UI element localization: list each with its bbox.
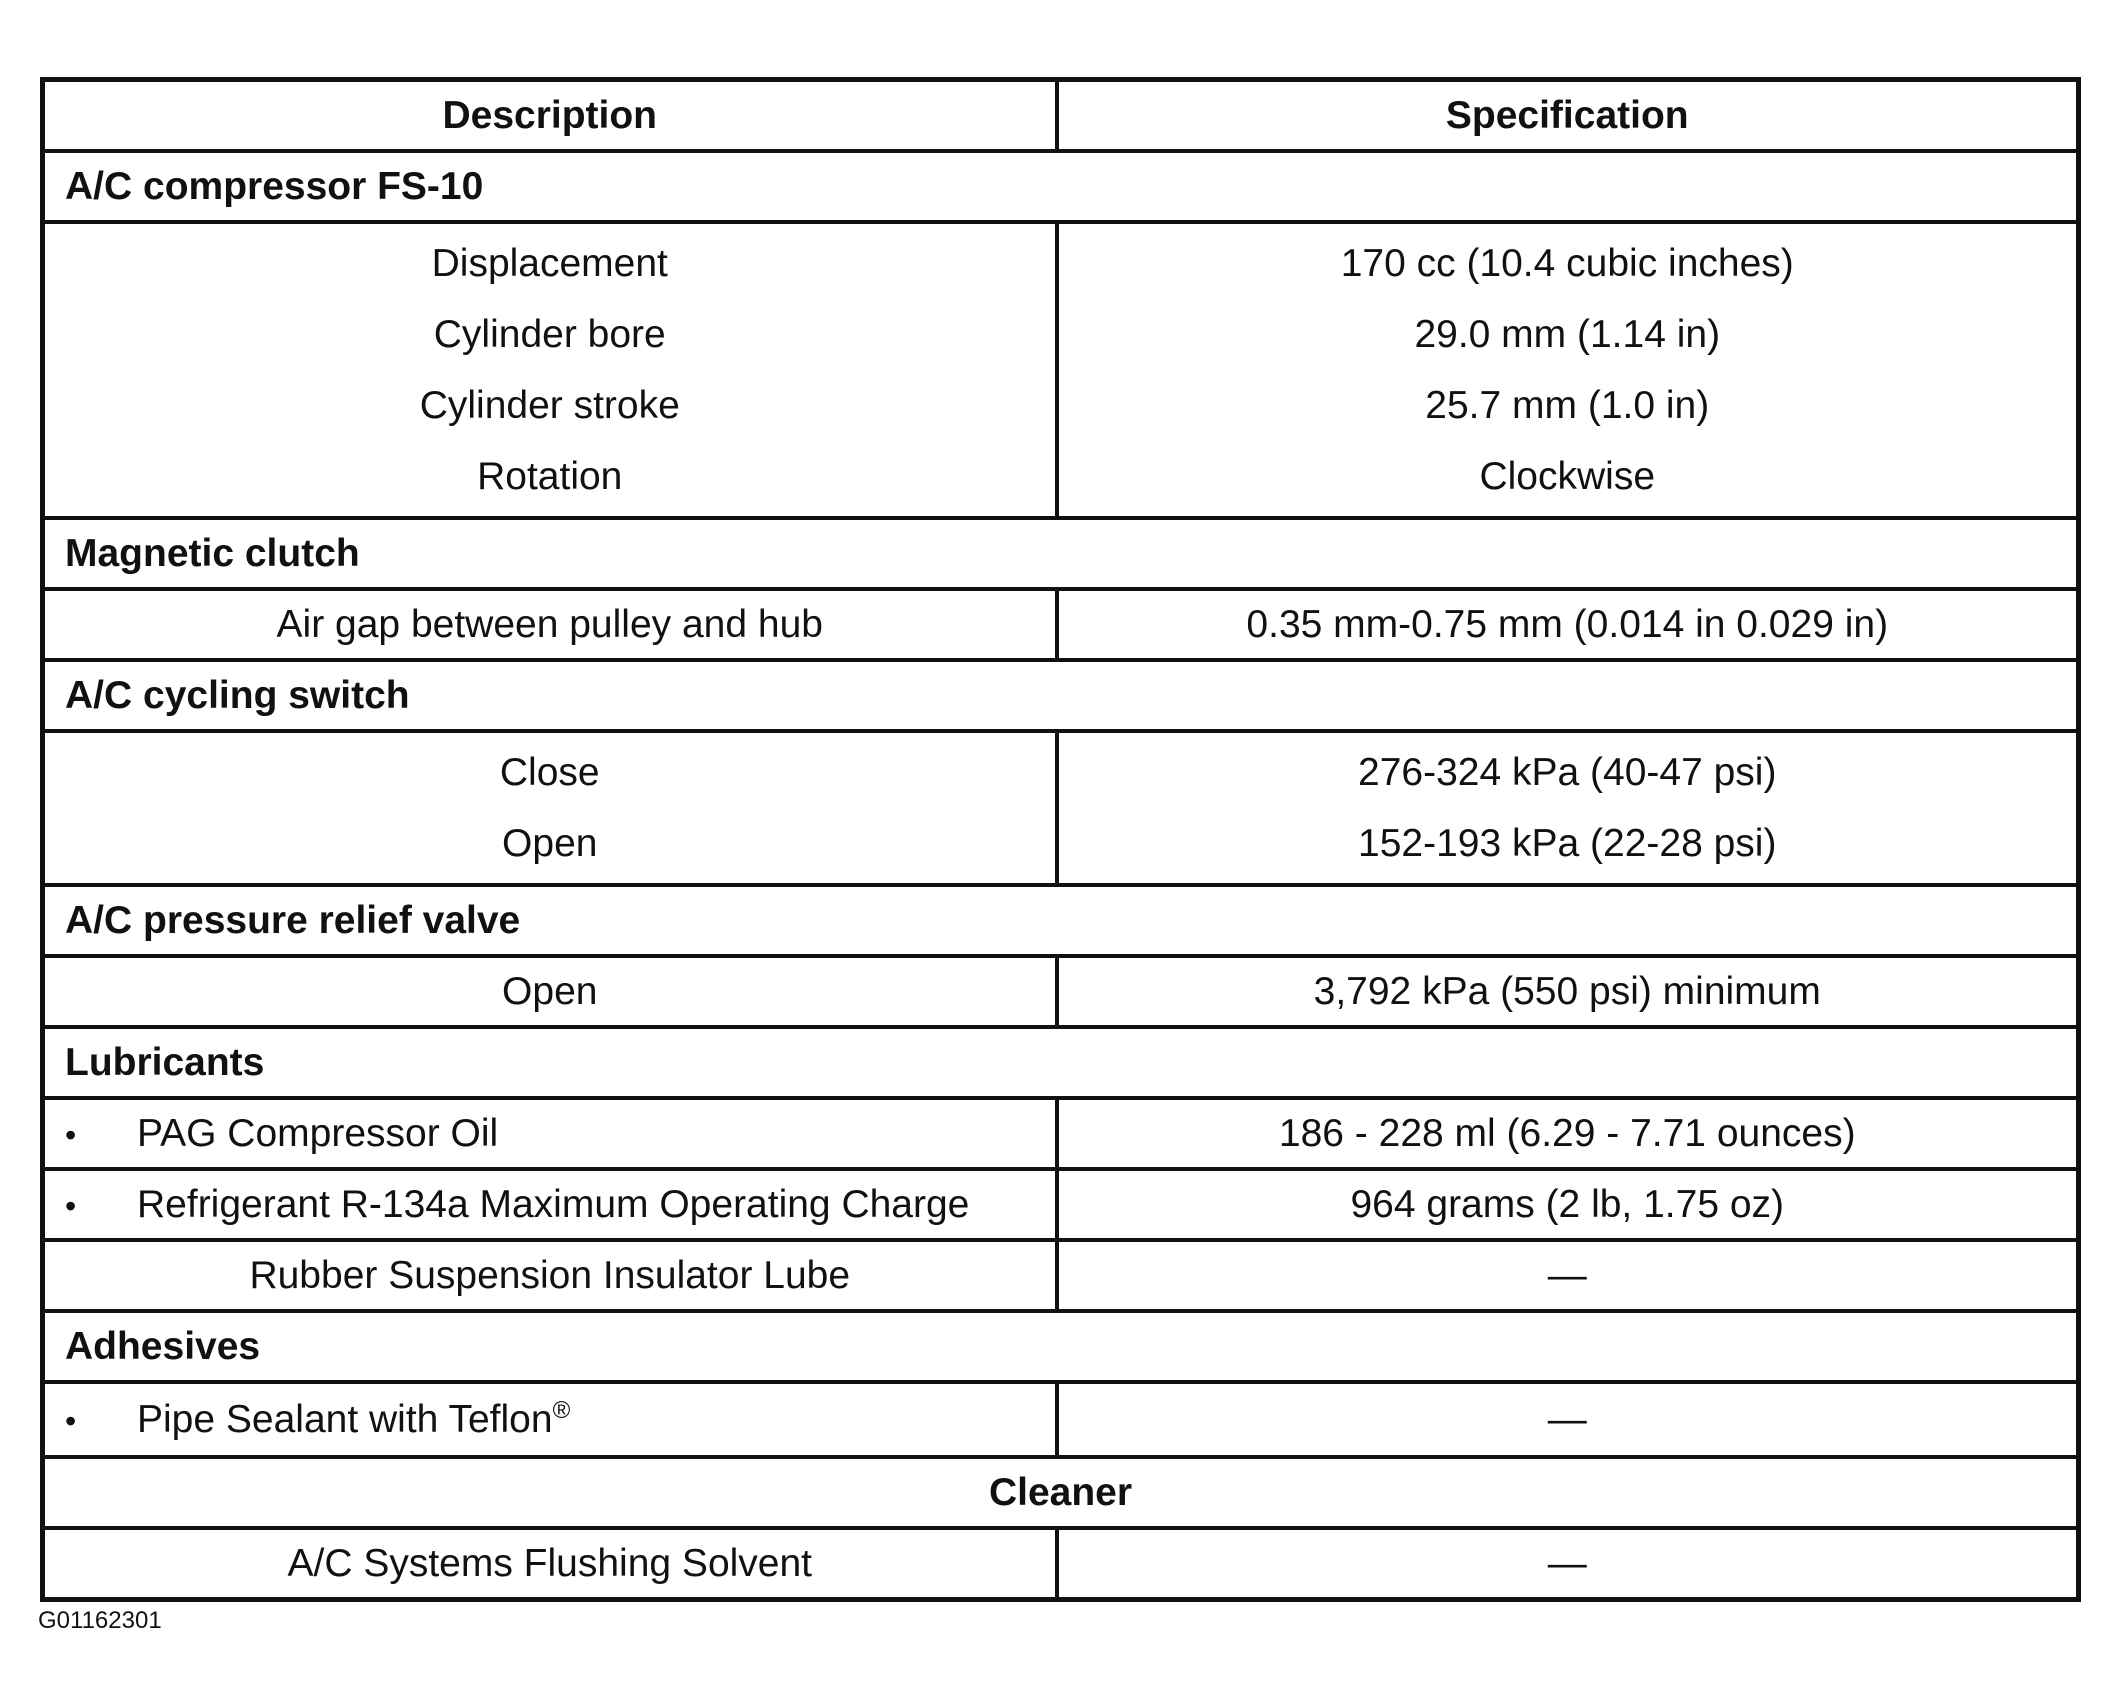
description-cell: Close — [499, 751, 600, 794]
section-cycling-switch — [43, 660, 2079, 731]
specification-cell: — — [1057, 1240, 2079, 1311]
description-cell: Displacement — [431, 242, 668, 285]
specification-cell: 3,792 kPa (550 psi) minimum — [1057, 956, 2079, 1027]
specification-cell: Clockwise — [1479, 455, 1656, 498]
specification-cell: 186 - 228 ml (6.29 - 7.71 ounces) — [1057, 1098, 2079, 1169]
specification-cell: 152-193 kPa (22-28 psi) — [1358, 822, 1777, 865]
specification-cell: 964 grams (2 lb, 1.75 oz) — [1057, 1169, 2079, 1240]
table-row — [43, 1382, 2079, 1457]
section-lubricants — [43, 1027, 2079, 1098]
table-row — [43, 589, 2079, 660]
specification-cell: — — [1057, 1528, 2079, 1600]
description-cell — [43, 1382, 1057, 1457]
specification-column-header: Specification — [1057, 80, 2079, 152]
section-title: Magnetic clutch — [43, 518, 2079, 589]
description-cell: Air gap between pulley and hub — [43, 589, 1057, 660]
table-row — [43, 1169, 2079, 1240]
item-label: Pipe Sealant with Teflon — [137, 1398, 553, 1441]
figure-code: G01162301 — [38, 1607, 162, 1634]
description-cell: Rotation — [477, 455, 623, 498]
section-title: A/C cycling switch — [43, 660, 2079, 731]
description-cell-group — [43, 222, 1057, 518]
description-cell: Open — [43, 956, 1057, 1027]
specification-cell-group — [1057, 731, 2079, 885]
description-cell: Open — [502, 822, 598, 865]
specification-cell: 276-324 kPa (40-47 psi) — [1358, 751, 1777, 794]
item-label: PAG Compressor Oil — [137, 1112, 499, 1155]
description-cell — [43, 1169, 1057, 1240]
section-cleaner — [43, 1457, 2079, 1528]
bullet-icon: • — [65, 1117, 77, 1153]
description-cell — [43, 1098, 1057, 1169]
description-cell: Cylinder stroke — [419, 384, 680, 427]
section-clutch — [43, 518, 2079, 589]
specification-cell: 170 cc (10.4 cubic inches) — [1340, 242, 1794, 285]
specification-cell: — — [1057, 1382, 2079, 1457]
description-cell: Rubber Suspension Insulator Lube — [43, 1240, 1057, 1311]
section-title: A/C compressor FS-10 — [43, 151, 2079, 222]
section-title: Adhesives — [43, 1311, 2079, 1382]
table-header-row — [43, 80, 2079, 152]
section-compressor — [43, 151, 2079, 222]
table-row — [43, 222, 2079, 518]
description-cell: Cylinder bore — [433, 313, 666, 356]
specification-table — [40, 77, 2081, 1602]
item-label: Refrigerant R-134a Maximum Operating Charge — [137, 1183, 970, 1226]
section-title: Lubricants — [43, 1027, 2079, 1098]
description-column-header: Description — [43, 80, 1057, 152]
specification-cell-group — [1057, 222, 2079, 518]
table-row — [43, 956, 2079, 1027]
table-row — [43, 1528, 2079, 1600]
section-adhesives — [43, 1311, 2079, 1382]
table-row — [43, 731, 2079, 885]
specification-cell: 25.7 mm (1.0 in) — [1425, 384, 1710, 427]
registered-mark: ® — [552, 1397, 571, 1424]
section-title: Cleaner — [43, 1457, 2079, 1528]
description-cell-group — [43, 731, 1057, 885]
bullet-icon: • — [65, 1403, 77, 1439]
bullet-icon: • — [65, 1188, 77, 1224]
table-row — [43, 1098, 2079, 1169]
table-row — [43, 1240, 2079, 1311]
description-cell: A/C Systems Flushing Solvent — [43, 1528, 1057, 1600]
specification-cell: 29.0 mm (1.14 in) — [1414, 313, 1721, 356]
section-title: A/C pressure relief valve — [43, 885, 2079, 956]
specification-cell: 0.35 mm-0.75 mm (0.014 in 0.029 in) — [1057, 589, 2079, 660]
section-relief-valve — [43, 885, 2079, 956]
